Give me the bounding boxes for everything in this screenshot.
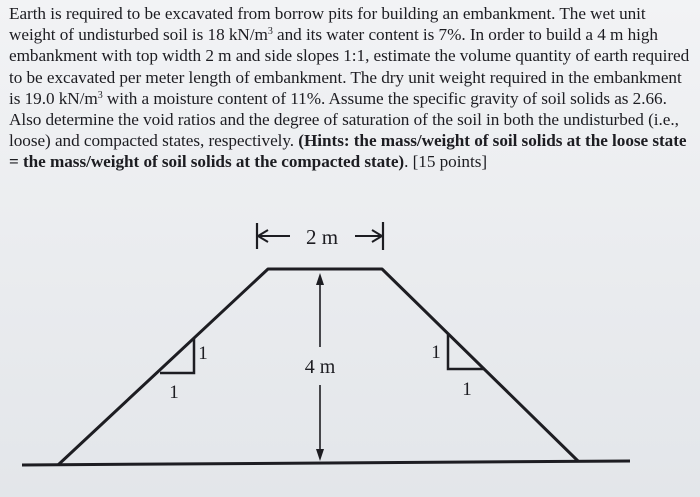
height-dimension (305, 273, 336, 461)
right-slope-run: 1 (462, 379, 472, 400)
height-label: 4 m (304, 356, 336, 378)
problem-text-part-1: Earth is required to be excavated from borrow pits for building an embankment. The wet unit weight of undisturbed soil is 18 kN/m (9, 4, 646, 45)
points-text: . [15 points] (404, 152, 488, 172)
top-width-label: 2 m (305, 225, 339, 249)
problem-text-part-3: with a moisture content of 11%. Assume the specific gravity of soil solids as 2.66. Also determine the void ratios and the degree of saturation of the soil in both the undisturbed (i.e., loose) and compacted states, respectively. (9, 88, 679, 151)
problem-text-part-2: and its water content is 7%. In order to build a 4 m high embankment with top width 2 m and side slopes 1:1, estimate the volume quantity of earth required to be excavated per meter length of embankment. The dry unit weight required in the embankment is 19.0 kN/m (9, 25, 690, 108)
hint-text: (Hints: the mass/weight of soil solids at the loose state = the mass/weight of soil solids at the compacted state) (9, 131, 687, 172)
left-slope-run: 1 (169, 382, 179, 403)
top-width-dimension (257, 222, 383, 250)
unit-exponent-2: 3 (97, 89, 103, 101)
right-slope-rise: 1 (431, 342, 441, 363)
left-slope-rise: 1 (198, 343, 208, 364)
unit-exponent-1: 3 (267, 26, 273, 38)
ground-line (22, 461, 630, 465)
